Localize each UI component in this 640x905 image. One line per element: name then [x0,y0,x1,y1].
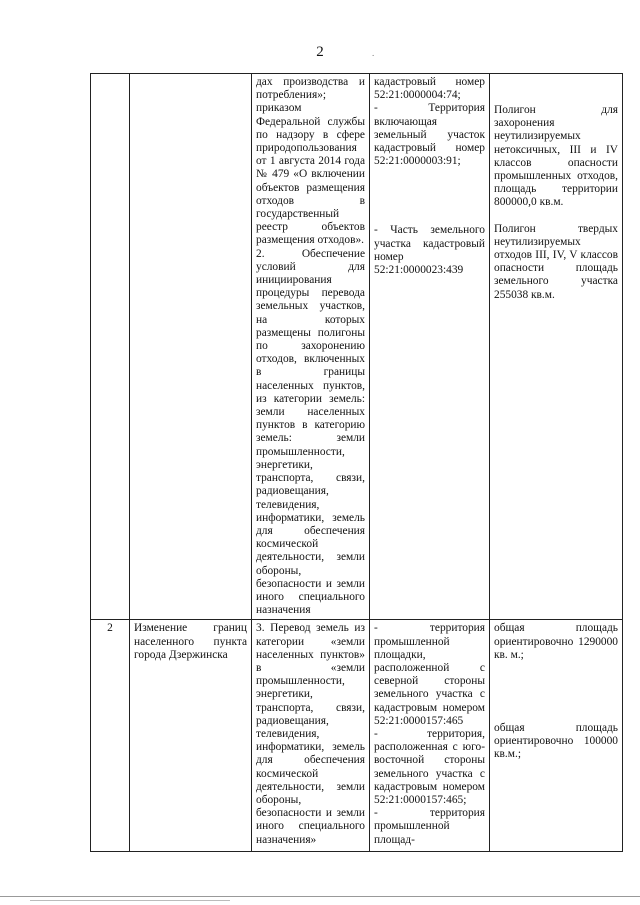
object-name [130,74,252,620]
measure-text: приказом Федеральной службы по надзору в сфере природопользования от 1 августа 2014 года № 479 «О включении объектов размещения отходов в государственный реестр объектов размещения отходов». [256,102,365,247]
param-text: общая площадь ориентировочно 1290000 кв. м.; [494,622,618,661]
location-text: - территория промышленной площад- [374,807,485,846]
scan-edge-line [0,896,640,897]
location-cell [370,74,490,620]
measure-text: дах производства и потребления»; [256,76,365,102]
param-text: Полигон твердых неутилизируемых отходов III, IV, V классов опасности площадь земельного участка 255038 кв.м. [494,222,618,301]
measures-cell: 3. Перевод земель из категории «земли населенных пунктов» в «земли промышленности, энергетики, транспорта, связи, радиовещания, телевидения, информатики, земель для обеспечения космической деятельности, земли обороны, безопасности и земли иного специального назначения» [252,620,370,852]
document-table [90,73,623,852]
scan-mark: . [372,48,375,58]
param-text: Полигон для захоронения неутилизируемых нетоксичных, III и IV классов опасности промышленных отходов, площадь территории 800000,0 кв.м. [494,104,618,209]
params-cell [490,74,623,620]
location-text: - территория промышленной площадки, расположенной с северной стороны земельного участка с кадастровым номером 52:21:0000157:465 [374,622,485,727]
object-name: Изменение границ населенного пункта города Дзержинска [130,620,252,852]
page-number: 2 [316,44,324,60]
measure-text: 2. Обеспечение условий для инициирования процедуры перевода земельных участков, на которых размещены полигоны по захоронению отходов, включенных в границы населенных пунктов, из категории земель: земли населенных пунктов в категорию земель: земли промышленности, энергетики, транспорта, связи, радиовещания, телевидения, информатики, земель для обеспечения космической деятельности, земли обороны, безопасности и земли иного специального назначения [256,247,365,617]
location-cell [370,620,490,852]
location-text: - Часть земельного участка кадастровый номер 52:21:0000023:439 [374,224,485,277]
location-text: кадастровый номер 52:21:0000004:74; [374,76,485,102]
location-text: - Территория включающая земельный участок кадастровый номер 52:21:0000003:91; [374,102,485,168]
table-row [91,620,623,852]
table-row [91,74,623,620]
row-number: 2 [91,620,130,852]
location-text: - территория, расположенная с юго-восточной стороны земельного участка с кадастровым номером 52:21:0000157:465; [374,727,485,806]
measures-cell [252,74,370,620]
params-cell [490,620,623,852]
scan-edge-line [30,900,230,901]
param-text: общая площадь ориентировочно 100000 кв.м.; [494,721,618,761]
row-number [91,74,130,620]
